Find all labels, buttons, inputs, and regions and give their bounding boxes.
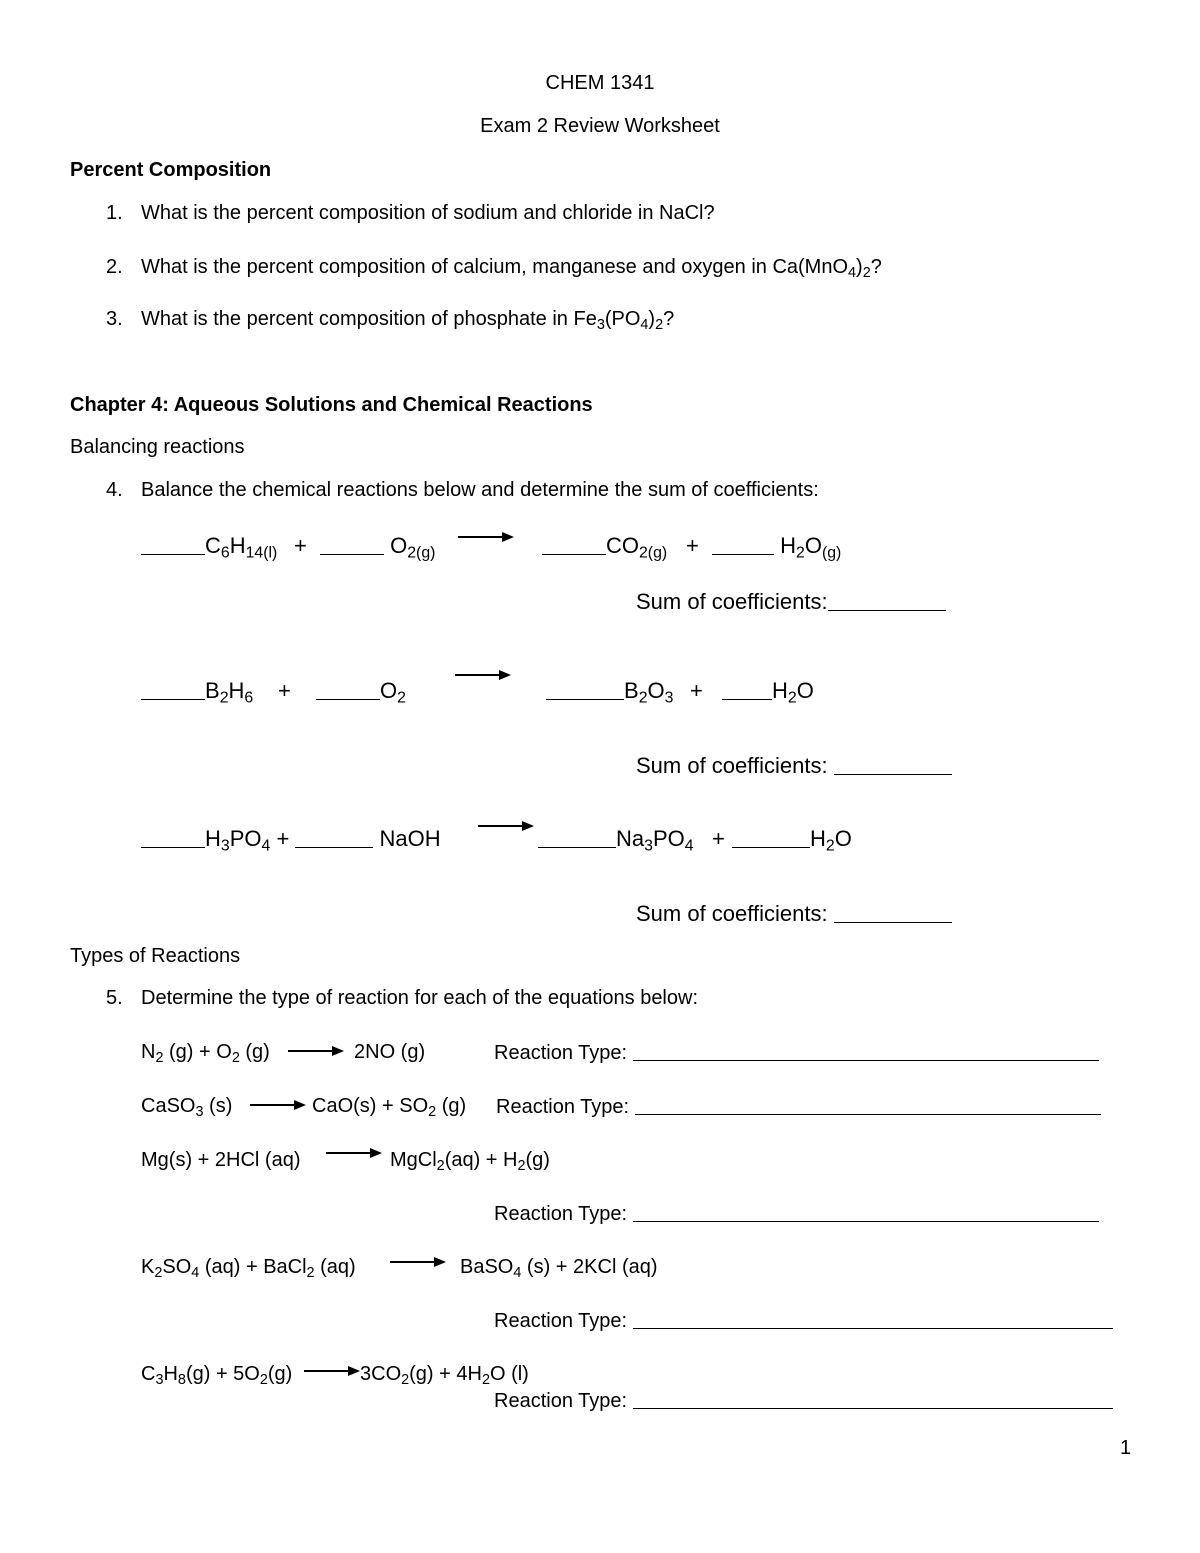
equation-4-products: BaSO$_4$ (s) + 2KCl (aq) bbox=[460, 1256, 658, 1282]
coefficient-blank[interactable] bbox=[546, 681, 624, 700]
question-4-text: Balance the chemical reactions below and determine the sum of coefficients: bbox=[141, 479, 819, 501]
section-heading-chapter-4: Chapter 4: Aqueous Solutions and Chemical Reactions bbox=[70, 394, 593, 416]
reaction-type-5: Reaction Type: bbox=[494, 1390, 1113, 1411]
equation-2-products: $CaO(s) + SO_2$ (g) bbox=[312, 1095, 467, 1121]
question-1-number: 1. bbox=[106, 202, 123, 224]
coefficient-blank[interactable] bbox=[320, 536, 384, 555]
plus-sign: + bbox=[712, 826, 725, 851]
sum-blank[interactable] bbox=[834, 756, 952, 775]
reaction-3-product-2: $H_2O$ bbox=[732, 828, 852, 850]
page-number: 1 bbox=[1120, 1437, 1132, 1459]
reaction-arrow-icon bbox=[250, 1099, 306, 1111]
reaction-arrow-icon bbox=[455, 669, 511, 681]
coefficient-blank[interactable] bbox=[316, 681, 380, 700]
question-3-text: What is the percent composition of phosphate in $Fe_3(PO_4)_2$? bbox=[141, 308, 675, 334]
question-4-number: 4. bbox=[106, 479, 123, 501]
coefficient-blank[interactable] bbox=[722, 681, 772, 700]
reaction-type-blank[interactable] bbox=[633, 1390, 1113, 1409]
section-heading-percent-composition: Percent Composition bbox=[70, 159, 272, 181]
reaction-type-blank[interactable] bbox=[633, 1310, 1113, 1329]
equation-4-reactants: $K_2SO_4$ (aq) + BaCl$_2$ (aq) bbox=[141, 1256, 356, 1282]
plus-sign: + bbox=[686, 533, 699, 558]
reaction-arrow-icon bbox=[390, 1256, 446, 1268]
sum-blank[interactable] bbox=[834, 904, 952, 923]
course-title: CHEM 1341 bbox=[545, 72, 655, 94]
reaction-2-reactant-1: $B_2H_6$ bbox=[141, 680, 253, 702]
equation-5-products: $3CO_2(g) + 4H_2O$ (l) bbox=[360, 1363, 529, 1389]
coefficient-blank[interactable] bbox=[538, 829, 616, 848]
sum-blank[interactable] bbox=[828, 592, 946, 611]
worksheet-title: Exam 2 Review Worksheet bbox=[480, 115, 720, 137]
reaction-type-3: Reaction Type: bbox=[494, 1203, 1099, 1224]
coefficient-blank[interactable] bbox=[141, 536, 205, 555]
reaction-2-product-2: $H_2O$ bbox=[722, 680, 814, 702]
question-2-text: What is the percent composition of calcium, manganese and oxygen in $Ca(MnO_4)_2$? bbox=[141, 256, 882, 282]
question-3-number: 3. bbox=[106, 308, 123, 330]
subheading-types-of-reactions: Types of Reactions bbox=[70, 945, 241, 967]
equation-1-products: 2NO (g) bbox=[354, 1041, 426, 1063]
equation-5-reactants: $C_3H_8(g) + 5O_2(g)$ bbox=[141, 1363, 293, 1389]
reaction-type-1: Reaction Type: bbox=[494, 1042, 1099, 1063]
plus-sign: + bbox=[690, 678, 703, 703]
question-5-number: 5. bbox=[106, 987, 123, 1009]
reaction-arrow-icon bbox=[458, 531, 514, 543]
question-2-number: 2. bbox=[106, 256, 123, 278]
reaction-2-sum-of-coefficients: Sum of coefficients: bbox=[636, 755, 952, 777]
reaction-arrow-icon bbox=[326, 1147, 382, 1159]
reaction-1-sum-of-coefficients: Sum of coefficients: bbox=[636, 591, 946, 613]
reaction-arrow-icon bbox=[304, 1365, 360, 1377]
reaction-type-blank[interactable] bbox=[635, 1096, 1101, 1115]
coefficient-blank[interactable] bbox=[712, 536, 774, 555]
reaction-2-reactant-2: $O_2$ bbox=[316, 680, 406, 702]
equation-3-reactants: Mg(s) + 2HCl (aq) bbox=[141, 1149, 301, 1171]
coefficient-blank[interactable] bbox=[141, 829, 205, 848]
reaction-type-blank[interactable] bbox=[633, 1042, 1099, 1061]
coefficient-blank[interactable] bbox=[732, 829, 810, 848]
reaction-1-reactant-2: $O_{2(g)}$ bbox=[320, 535, 435, 557]
reaction-arrow-icon bbox=[288, 1045, 344, 1057]
reaction-2-product-1: $B_2O_3$ bbox=[546, 680, 673, 702]
reaction-1-product-1: $CO_{2(g)}$ bbox=[542, 535, 667, 557]
coefficient-blank[interactable] bbox=[141, 681, 205, 700]
equation-1-reactants: $N_2$ $(g) + O_2$ (g) bbox=[141, 1041, 270, 1067]
plus-sign: + bbox=[278, 678, 291, 703]
reaction-3-reactant-1: $H_3PO_4$ + NaOH bbox=[141, 828, 441, 850]
subheading-balancing-reactions: Balancing reactions bbox=[70, 436, 245, 458]
equation-3-products: MgCl$_2$(aq) + $H_2(g)$ bbox=[390, 1149, 550, 1175]
coefficient-blank[interactable] bbox=[295, 829, 373, 848]
reaction-1-reactant-1: $C_6H_{14(l)}$ bbox=[141, 535, 277, 557]
reaction-3-product-1: $Na_3PO_4$ bbox=[538, 828, 694, 850]
question-1-text: What is the percent composition of sodium and chloride in NaCl? bbox=[141, 202, 715, 224]
coefficient-blank[interactable] bbox=[542, 536, 606, 555]
equation-2-reactants: CaSO$_3$ (s) bbox=[141, 1095, 233, 1121]
reaction-arrow-icon bbox=[478, 820, 534, 832]
question-5-text: Determine the type of reaction for each of the equations below: bbox=[141, 987, 699, 1009]
reaction-type-2: Reaction Type: bbox=[496, 1096, 1101, 1117]
reaction-type-4: Reaction Type: bbox=[494, 1310, 1113, 1331]
reaction-type-blank[interactable] bbox=[633, 1203, 1099, 1222]
plus-sign: + bbox=[294, 533, 307, 558]
reaction-3-sum-of-coefficients: Sum of coefficients: bbox=[636, 903, 952, 925]
reaction-1-product-2: $H_2O_{(g)}$ bbox=[712, 535, 841, 557]
